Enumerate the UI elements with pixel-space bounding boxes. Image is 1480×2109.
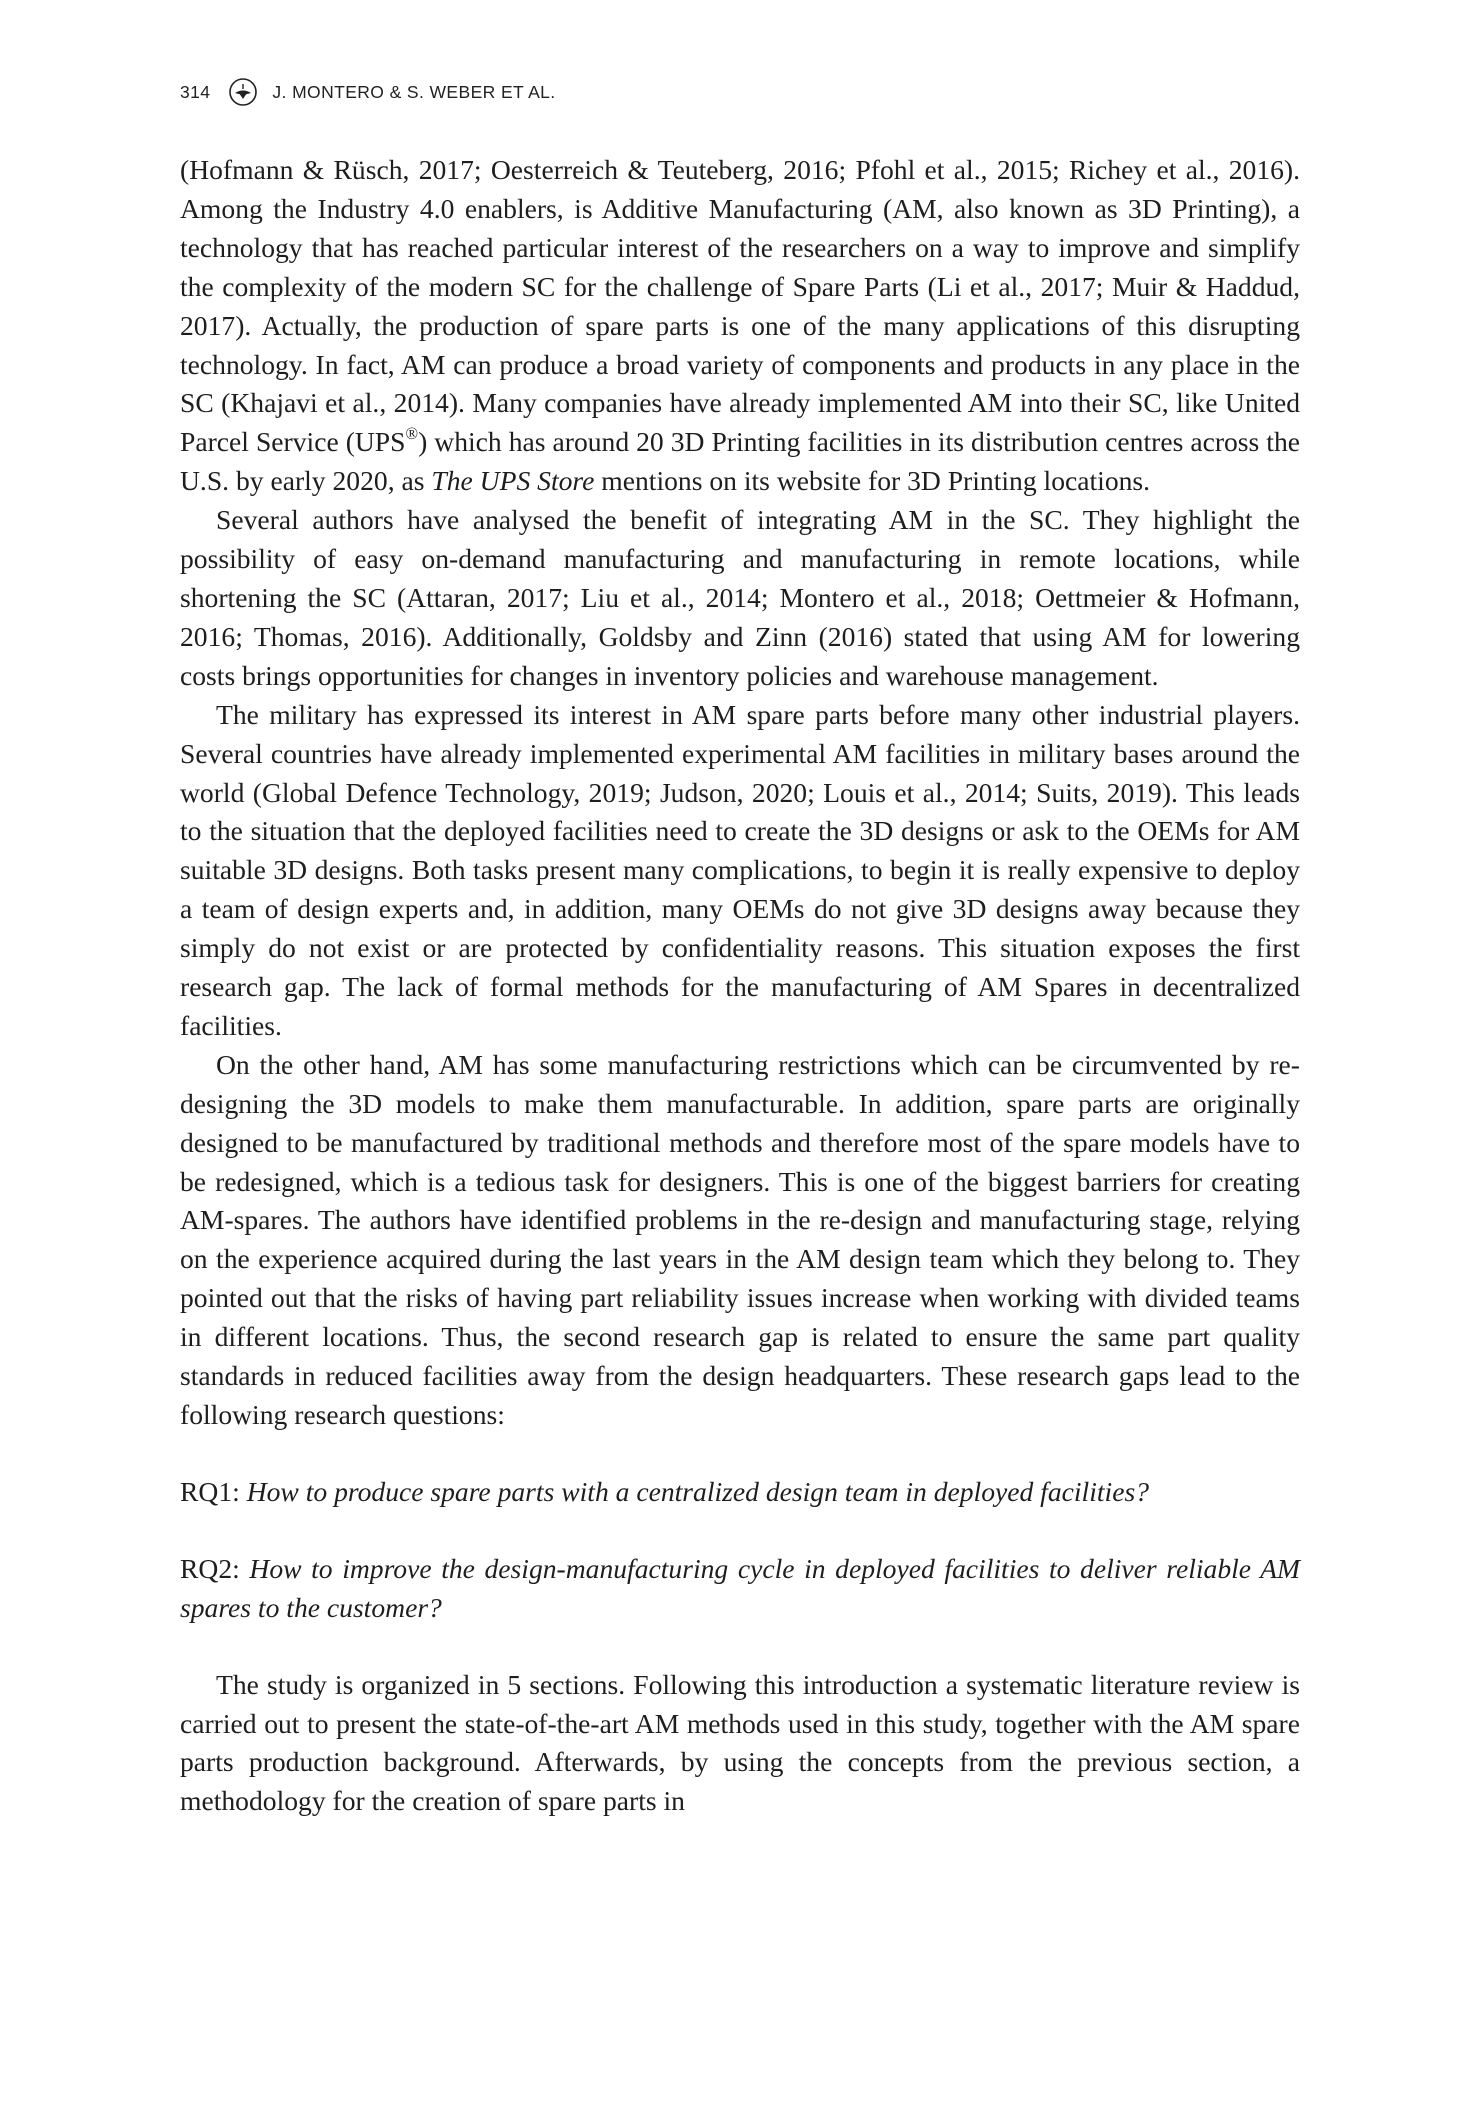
article-body — [180, 151, 1300, 1821]
closing-paragraph: The study is organized in 5 sections. Following this introduction a systematic literature review is carried out to present the state-of-the-art AM methods used in this study, together with the AM spare parts production background. Afterwards, by using the concepts from the previous section, a methodology for the creation of spare parts in — [180, 1668, 1300, 1817]
rq2-text: How to improve the design-manufacturing cycle in deployed facilities to deliver reliable AM spares to the customer? — [180, 1552, 1300, 1623]
paragraph-1-text-cont: ) which has around 20 3D Printing facilities in its distribution centres across the U.S. by early 2020, as — [180, 426, 1300, 497]
research-question-1 — [180, 1473, 1300, 1512]
registered-mark: ® — [405, 423, 419, 443]
paragraph-1 — [180, 151, 1300, 501]
paragraph-3: The military has expressed its interest in AM spare parts before many other industrial players. Several countries have already implemented experimental AM facilities in military bases around the world (Global Defence Technology, 2019; Judson, 2020; Louis et al., 2014; Suits, 2019). This leads to the situation that the deployed facilities need to create the 3D designs or ask to the OEMs for AM suitable 3D designs. Both tasks present many complications, to begin it is really expensive to deploy a team of design experts and, in addition, many OEMs do not give 3D designs away because they simply do not exist or are protected by confidentiality reasons. This situation exposes the first research gap. The lack of formal methods for the manufacturing of AM Spares in decentralized facilities. — [180, 698, 1300, 1041]
paragraph-4: On the other hand, AM has some manufacturing restrictions which can be circumvented by re-designing the 3D models to make them manufacturable. In addition, spare parts are originally designed to be manufactured by traditional methods and therefore most of the spare models have to be redesigned, which is a tedious task for designers. This is one of the biggest barriers for creating AM-spares. The authors have identified problems in the re-design and manufacturing stage, relying on the experience acquired during the last years in the AM design team which they belong to. They pointed out that the risks of having part reliability issues increase when working with divided teams in different locations. Thus, the second research gap is related to ensure the same part quality standards in reduced facilities away from the design headquarters. These research gaps lead to the following research questions: — [180, 1048, 1300, 1430]
ups-store-title: The UPS Store — [431, 465, 595, 497]
paragraph-1-text: (Hofmann & Rüsch, 2017; Oesterreich & Teuteberg, 2016; Pfohl et al., 2015; Richey et al., 2016). Among the Industry 4.0 enablers, is Additive Manufacturing (AM, also known as 3D Printing), a technology that has reached particular interest of the researchers on a way to improve and simplify the complexity of the modern SC for the challenge of Spare Parts (Li et al., 2017; Muir & Haddud, 2017). Actually, the production of spare parts is one of the many applications of this disrupting technology. In fact, AM can produce a broad variety of components and products in any place in the SC (Khajavi et al., 2014). Many companies have already implemented AM into their SC, like United Parcel Service (UPS — [180, 154, 1300, 458]
rq1-text: How to produce spare parts with a centralized design team in deployed facilities? — [246, 1475, 1150, 1507]
publisher-logo-icon — [228, 77, 258, 107]
rq1-label: RQ1: — [180, 1475, 240, 1507]
paragraph-2: Several authors have analysed the benefit of integrating AM in the SC. They highlight the possibility of easy on-demand manufacturing and manufacturing in remote locations, while shortening the SC (Attaran, 2017; Liu et al., 2014; Montero et al., 2018; Oettmeier & Hofmann, 2016; Thomas, 2016). Additionally, Goldsby and Zinn (2016) stated that using AM for lowering costs brings opportunities for changes in inventory policies and warehouse management. — [180, 504, 1300, 691]
rq2-label: RQ2: — [180, 1552, 240, 1584]
paragraph-1-text-end: mentions on its website for 3D Printing locations. — [594, 465, 1151, 497]
running-head — [180, 78, 556, 106]
research-question-2 — [180, 1550, 1300, 1628]
page-number: 314 — [180, 81, 211, 102]
running-head-authors: J. MONTERO & S. WEBER ET AL. — [272, 81, 556, 102]
